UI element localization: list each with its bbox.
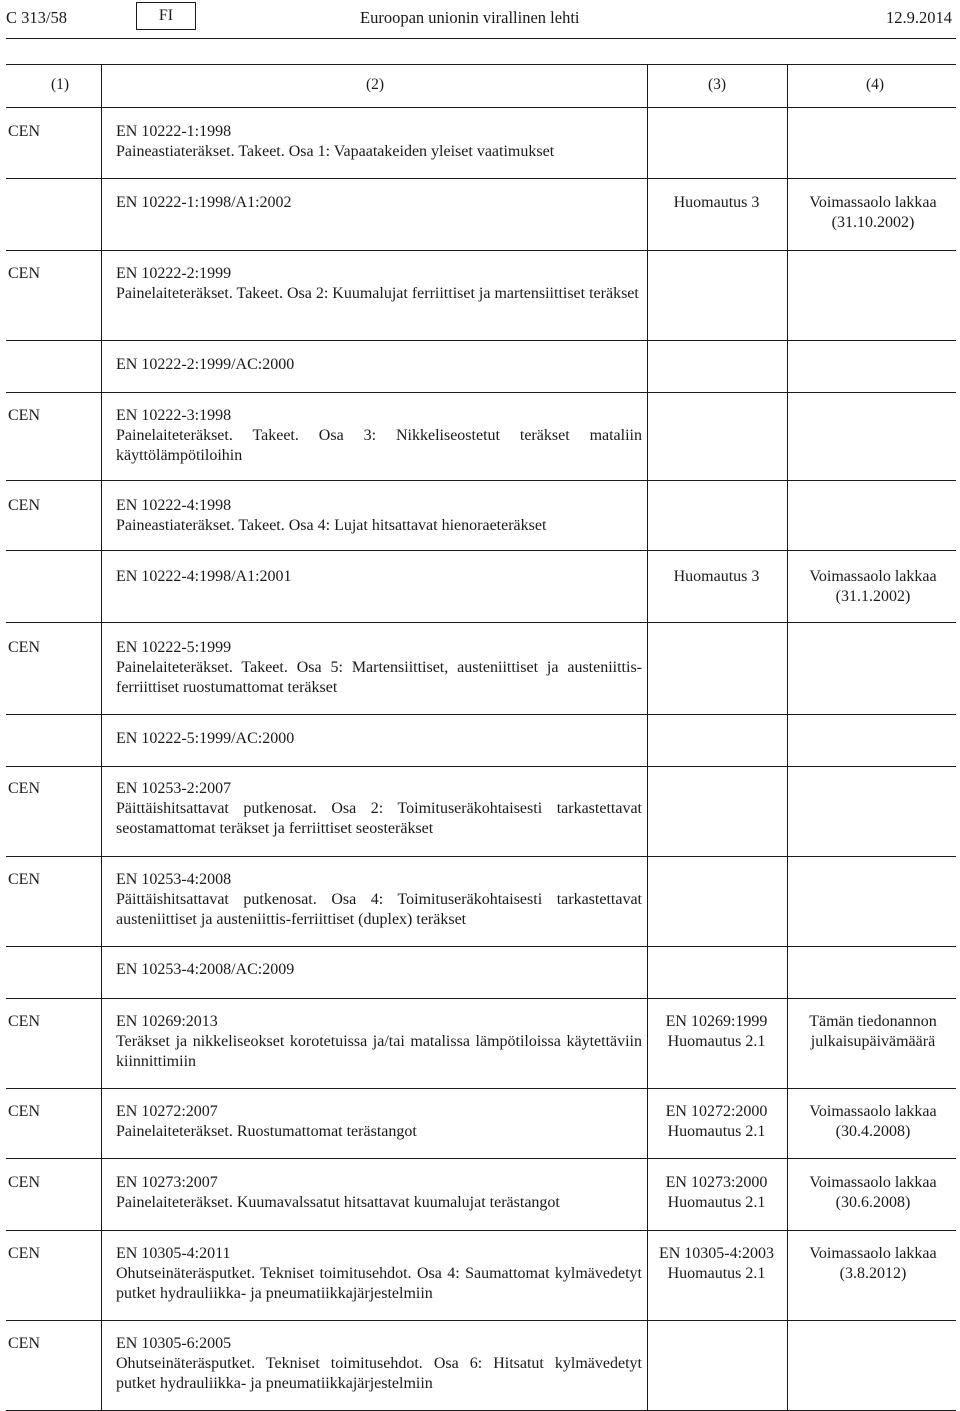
cessation-date-cell (790, 1173, 956, 1213)
superseded-standard-cell (649, 1012, 784, 1052)
standard-cell (116, 1334, 642, 1394)
standard-cell (116, 729, 642, 749)
header-rule (6, 38, 956, 39)
superseded-standard-cell (649, 567, 784, 587)
standard-cell (116, 779, 642, 839)
journal-title: Euroopan unionin virallinen lehti (360, 8, 580, 27)
standard-reference: EN 10222-2:1999 (116, 265, 232, 282)
standard-reference: EN 10222-2:1999/AC:2000 (116, 356, 295, 373)
standard-cell (116, 122, 642, 162)
page-header (0, 0, 960, 38)
note-reference: Huomautus 2.1 (667, 1033, 766, 1050)
standard-cell (116, 638, 642, 698)
standard-cell (116, 355, 642, 375)
organisation-cell: CEN (8, 1103, 40, 1120)
cessation-date-cell (790, 1012, 956, 1052)
superseded-standard-cell (649, 1173, 784, 1213)
row-rule (6, 1088, 956, 1089)
standard-title: Painelaiteteräkset. Kuumavalssatut hitsattavat kuumalujat terästangot (116, 1194, 560, 1211)
note-reference: Huomautus 3 (673, 568, 760, 585)
standard-reference: EN 10269:2013 (116, 1013, 218, 1030)
cessation-label: Voimassaolo lakkaa (809, 1103, 937, 1120)
row-rule (6, 622, 956, 623)
standard-title: Paineastiateräkset. Takeet. Osa 1: Vapaatakeiden yleiset vaatimukset (116, 143, 555, 160)
standard-title: Paineastiateräkset. Takeet. Osa 4: Lujat hitsattavat hienoraeteräkset (116, 517, 547, 534)
cessation-label: Voimassaolo lakkaa (809, 194, 937, 211)
standard-cell (116, 870, 642, 930)
row-rule (6, 1158, 956, 1159)
row-rule (6, 1230, 956, 1231)
standard-cell (116, 567, 642, 587)
standard-reference: EN 10253-4:2008 (116, 871, 232, 888)
column-separator-3 (787, 64, 788, 1410)
standard-cell (116, 496, 642, 536)
standard-reference: EN 10222-5:1999/AC:2000 (116, 730, 295, 747)
row-rule (6, 178, 956, 179)
standard-reference: EN 10253-2:2007 (116, 780, 232, 797)
row-rule (6, 250, 956, 251)
cessation-date: (3.8.2012) (839, 1265, 907, 1282)
superseded-standard-cell (649, 1102, 784, 1142)
standard-cell (116, 406, 642, 466)
cessation-date: julkaisupäivämäärä (810, 1033, 936, 1050)
page-reference: C 313/58 (6, 8, 67, 27)
organisation-cell: CEN (8, 639, 40, 656)
cessation-date-cell (790, 193, 956, 233)
standard-reference: EN 10253-4:2008/AC:2009 (116, 961, 295, 978)
standard-reference: EN 10222-4:1998 (116, 497, 232, 514)
standard-reference: EN 10272:2007 (116, 1103, 218, 1120)
standard-reference: EN 10222-1:1998/A1:2002 (116, 194, 292, 211)
column-header-1: (1) (50, 76, 70, 93)
row-rule (6, 714, 956, 715)
organisation-cell: CEN (8, 1245, 40, 1262)
cessation-label: Voimassaolo lakkaa (809, 1245, 937, 1262)
organisation-cell: CEN (8, 407, 40, 424)
row-rule (6, 392, 956, 393)
row-rule (6, 946, 956, 947)
organisation-cell: CEN (8, 1013, 40, 1030)
organisation-cell: CEN (8, 497, 40, 514)
standard-title: Päittäishitsattavat putkenosat. Osa 4: Toimituseräkohtaisesti tarkastettavat austeniittiset ja austeniittis-ferriittiset (duplex) teräkset (116, 891, 642, 928)
cessation-label: Tämän tiedonannon (809, 1013, 937, 1030)
standard-title: Päittäishitsattavat putkenosat. Osa 2: Toimituseräkohtaisesti tarkastettavat seostamattomat teräkset ja ferriittiset seosteräkset (116, 800, 642, 837)
organisation-cell: CEN (8, 265, 40, 282)
standard-title: Ohutseinäteräsputket. Tekniset toimitusehdot. Osa 6: Hitsatut kylmävedetyt putket hydrauliikka- ja pneumatiikkajärjestelmiin (116, 1355, 642, 1392)
row-rule (6, 480, 956, 481)
column-header-3: (3) (707, 76, 727, 93)
standard-title: Painelaiteteräkset. Takeet. Osa 2: Kuumalujat ferriittiset ja martensiittiset teräkset (116, 285, 639, 302)
standard-cell (116, 1244, 642, 1304)
column-header-4: (4) (865, 76, 885, 93)
standard-title: Ohutseinäteräsputket. Tekniset toimitusehdot. Osa 4: Saumattomat kylmävedetyt putket hydrauliikka- ja pneumatiikkajärjestelmiin (116, 1265, 642, 1302)
cessation-label: Voimassaolo lakkaa (809, 1174, 937, 1191)
standard-reference: EN 10222-3:1998 (116, 407, 232, 424)
language-badge: FI (136, 2, 196, 30)
row-rule (6, 766, 956, 767)
standard-reference: EN 10222-1:1998 (116, 123, 232, 140)
cessation-date: (31.10.2002) (831, 214, 915, 231)
cessation-date: (30.6.2008) (835, 1194, 911, 1211)
standard-reference: EN 10222-5:1999 (116, 639, 232, 656)
superseded-standard: EN 10305-4:2003 (658, 1245, 775, 1262)
cessation-date: (30.4.2008) (835, 1123, 911, 1140)
standard-cell (116, 264, 642, 304)
cessation-date-cell (790, 1244, 956, 1284)
standard-cell (116, 193, 642, 213)
note-reference: Huomautus 2.1 (667, 1123, 766, 1140)
organisation-cell: CEN (8, 1174, 40, 1191)
cessation-date: (31.1.2002) (835, 588, 911, 605)
organisation-cell: CEN (8, 123, 40, 140)
column-separator-1 (101, 64, 102, 1410)
standard-title: Teräkset ja nikkeliseokset korotetuissa ja/tai matalissa lämpötiloissa käytettäviin kiinnittimiin (116, 1033, 642, 1070)
organisation-cell: CEN (8, 1335, 40, 1352)
cessation-date-cell (790, 1102, 956, 1142)
superseded-standard-cell (649, 193, 784, 213)
superseded-standard: EN 10273:2000 (665, 1174, 768, 1191)
row-rule (6, 856, 956, 857)
note-reference: Huomautus 2.1 (667, 1194, 766, 1211)
row-rule (6, 1320, 956, 1321)
standard-reference: EN 10273:2007 (116, 1174, 218, 1191)
row-rule (6, 340, 956, 341)
column-header-rule (6, 107, 956, 108)
standard-title: Painelaiteteräkset. Takeet. Osa 3: Nikkeliseostetut teräkset mataliin käyttölämpötiloihin (116, 427, 642, 464)
standard-reference: EN 10305-4:2011 (116, 1245, 231, 1262)
publication-date: 12.9.2014 (886, 8, 952, 27)
standard-title: Painelaiteteräkset. Ruostumattomat terästangot (116, 1123, 417, 1140)
standard-cell (116, 1012, 642, 1072)
standard-cell (116, 1173, 642, 1213)
cessation-label: Voimassaolo lakkaa (809, 568, 937, 585)
column-separator-2 (647, 64, 648, 1410)
note-reference: Huomautus 2.1 (667, 1265, 766, 1282)
standard-cell (116, 960, 642, 980)
superseded-standard-cell (649, 1244, 784, 1284)
organisation-cell: CEN (8, 780, 40, 797)
standard-cell (116, 1102, 642, 1142)
note-reference: Huomautus 3 (673, 194, 760, 211)
row-rule (6, 998, 956, 999)
standard-reference: EN 10305-6:2005 (116, 1335, 232, 1352)
superseded-standard: EN 10272:2000 (665, 1103, 768, 1120)
column-header-2: (2) (365, 76, 385, 93)
cessation-date-cell (790, 567, 956, 607)
superseded-standard: EN 10269:1999 (665, 1013, 768, 1030)
standard-reference: EN 10222-4:1998/A1:2001 (116, 568, 292, 585)
organisation-cell: CEN (8, 871, 40, 888)
row-rule (6, 550, 956, 551)
table-top-rule (6, 64, 956, 65)
standard-title: Painelaiteteräkset. Takeet. Osa 5: Martensiittiset, austeniittiset ja austeniittis-ferriittiset ruostumattomat teräkset (116, 659, 642, 696)
